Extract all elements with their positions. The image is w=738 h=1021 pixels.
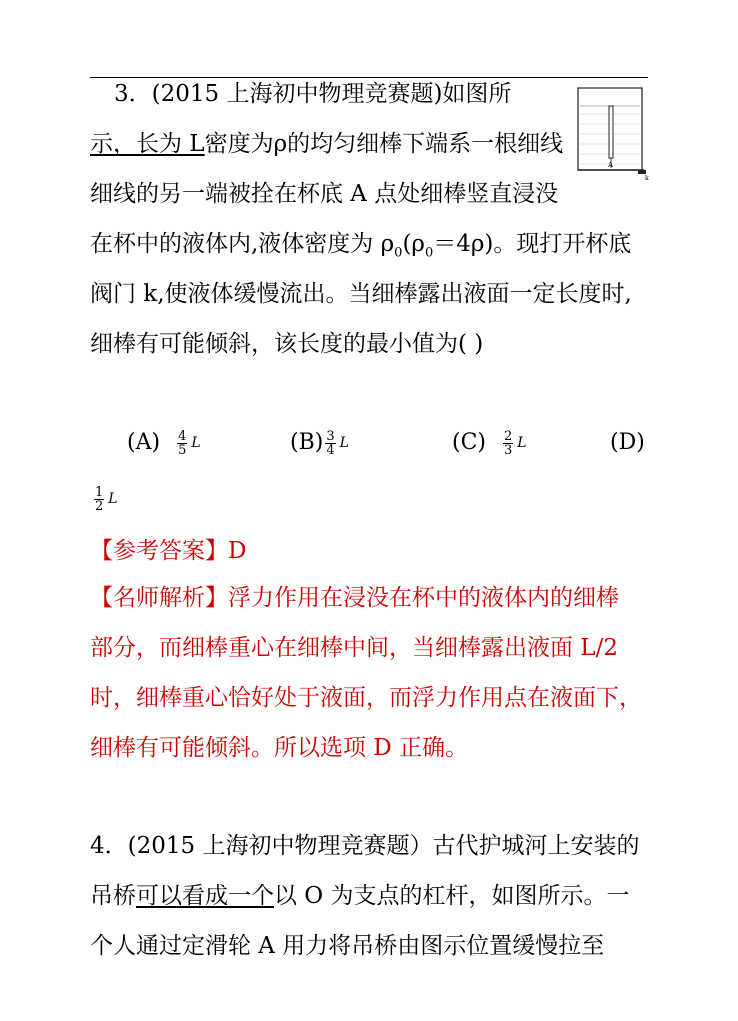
option-c bbox=[452, 428, 527, 458]
option-c-fraction bbox=[503, 430, 513, 457]
beaker-rod-figure bbox=[576, 84, 656, 184]
option-c-label: (C) bbox=[452, 430, 486, 455]
valve-k-label: k bbox=[645, 175, 649, 182]
q3-line-6: 细棒有可能倾斜，该长度的最小值为( ) bbox=[90, 331, 484, 357]
q3-line-4-mid: (ρ bbox=[402, 231, 425, 257]
q4-line-1: 4．(2015 上海初中物理竞赛题）古代护城河上安装的 bbox=[90, 833, 640, 859]
q4-line-3: 个人通过定滑轮 A 用力将吊桥由图示位置缓慢拉至 bbox=[90, 933, 605, 959]
q4-line-2-pre: 吊桥 bbox=[90, 883, 136, 909]
option-b bbox=[290, 428, 349, 458]
option-a-denominator: 5 bbox=[178, 442, 187, 458]
q3-source: (2015 上海初中物理竞赛题)如图所 bbox=[151, 81, 512, 107]
q3-line-4 bbox=[90, 229, 631, 269]
q3-line-2-text: 密度为ρ的均匀细棒下端系一根细线 bbox=[204, 131, 564, 157]
analysis-line-4: 细棒有可能倾斜。所以选项 D 正确。 bbox=[90, 735, 469, 761]
q4-underlined-text: 可以看成一个 bbox=[136, 883, 274, 909]
option-b-variable: L bbox=[339, 435, 349, 451]
option-b-denominator: 4 bbox=[326, 442, 335, 458]
analysis-line-1 bbox=[90, 583, 619, 613]
q3-line-1 bbox=[90, 79, 511, 109]
option-d-label-wrap bbox=[610, 428, 645, 458]
option-b-numerator: 3 bbox=[326, 428, 335, 444]
option-c-denominator: 3 bbox=[504, 442, 513, 458]
analysis-line-2: 部分，而细棒重心在细棒中间，当细棒露出液面 L/2 bbox=[90, 635, 618, 661]
q4-line-2 bbox=[90, 881, 629, 911]
q3-line-5: 阀门 k,使液体缓慢流出。当细棒露出液面一定长度时, bbox=[90, 281, 632, 307]
rho-subscript-0: 0 bbox=[394, 245, 403, 261]
q3-line-4-pre: 在杯中的液体内,液体密度为 ρ bbox=[90, 231, 395, 257]
valve-k bbox=[638, 170, 646, 174]
option-d-variable: L bbox=[108, 491, 118, 507]
analysis-line-1-text: 【名师解析】浮力作用在浸没在杯中的液体内的细棒 bbox=[90, 585, 619, 611]
option-a-label: (A) bbox=[127, 430, 161, 455]
option-b-fraction bbox=[325, 430, 335, 457]
rho-subscript-1: 0 bbox=[424, 245, 434, 261]
option-c-numerator: 2 bbox=[504, 428, 513, 444]
analysis-line-3: 时，细棒重心恰好处于液面，而浮力作用点在液面下， bbox=[90, 685, 642, 711]
option-a-fraction bbox=[177, 430, 187, 457]
header-rule bbox=[90, 77, 648, 78]
option-d-value bbox=[92, 484, 118, 514]
q4-line-2-post: 以 O 为支点的杠杆，如图所示。一 bbox=[274, 883, 630, 909]
option-a-variable: L bbox=[191, 435, 201, 451]
option-d-fraction bbox=[94, 486, 104, 513]
point-a-label: A bbox=[608, 161, 614, 169]
option-a bbox=[127, 428, 201, 458]
option-a-numerator: 4 bbox=[178, 428, 187, 444]
option-b-label: (B) bbox=[290, 430, 324, 455]
q3-line-4-post: ＝4ρ)。现打开杯底 bbox=[433, 231, 632, 257]
reference-answer: 【参考答案】D bbox=[90, 538, 247, 564]
rod bbox=[609, 106, 613, 158]
option-d-numerator: 1 bbox=[95, 484, 104, 500]
q3-line-3: 细线的另一端被拴在杯底 A 点处细棒竖直浸没 bbox=[90, 181, 559, 207]
option-d-label: (D) bbox=[610, 430, 645, 455]
q3-line-2 bbox=[90, 129, 563, 159]
q3-number: 3． bbox=[114, 81, 152, 107]
option-d-denominator: 2 bbox=[95, 498, 104, 514]
option-c-variable: L bbox=[517, 435, 527, 451]
q3-underlined-text: 示，长为 L bbox=[90, 131, 205, 157]
